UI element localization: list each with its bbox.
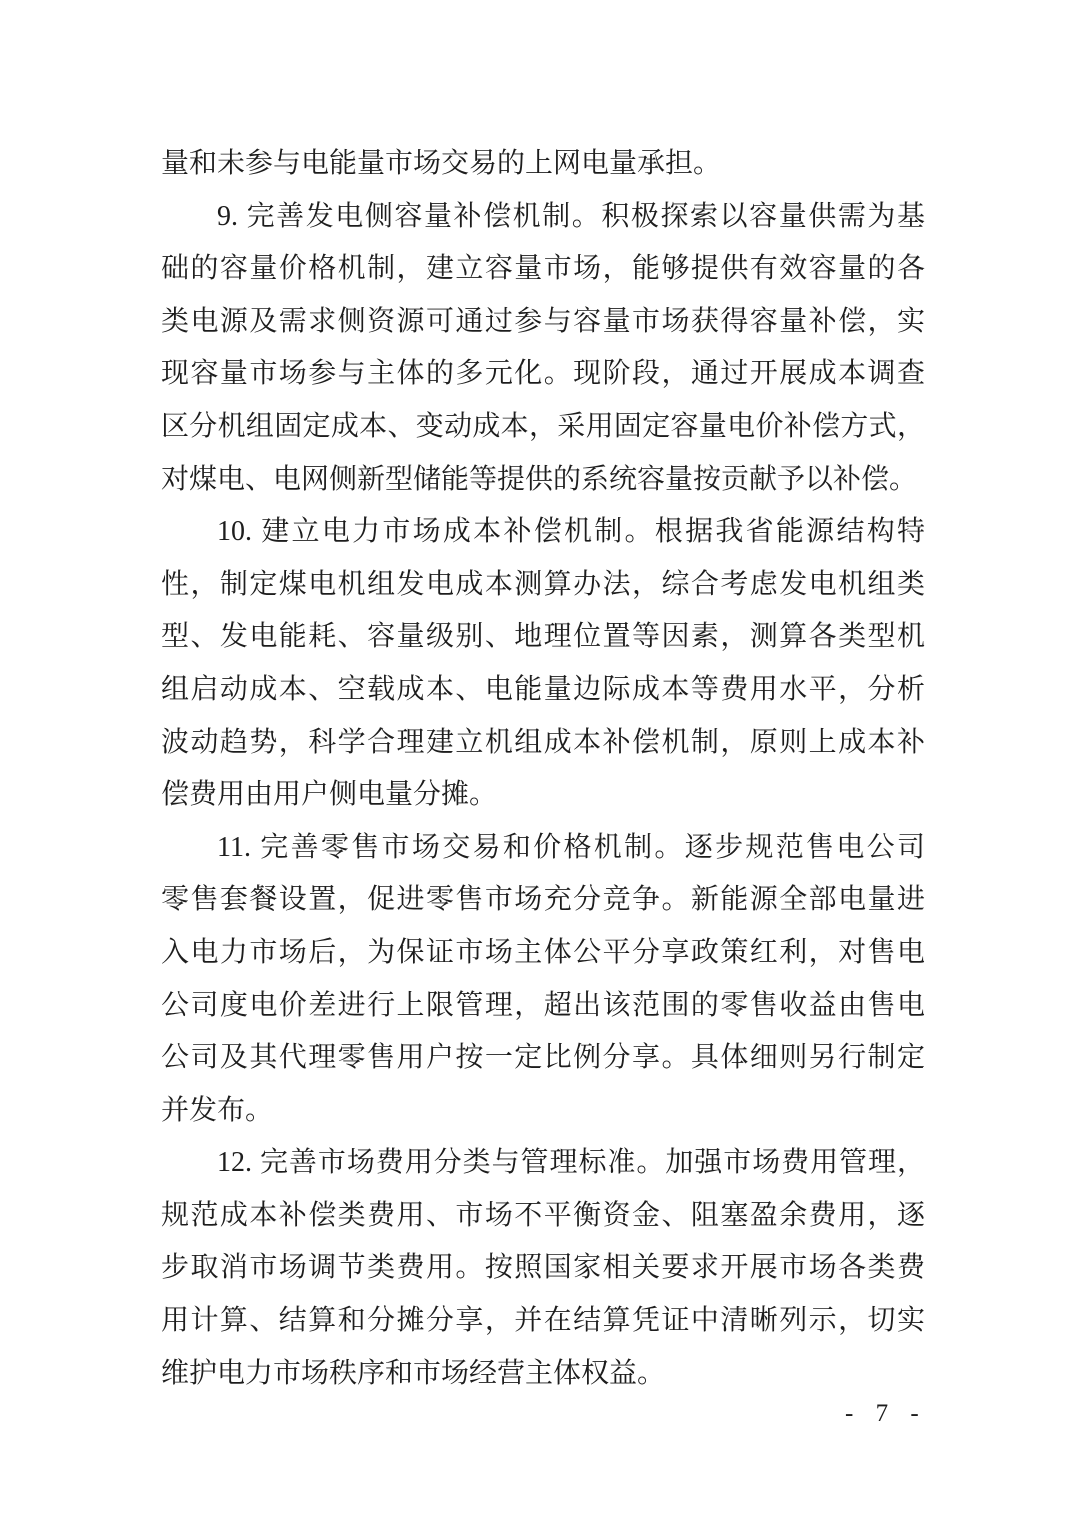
text-line: 12. 完善市场费用分类与管理标准。加强市场费用管理， — [217, 1147, 925, 1179]
text-line: 现容量市场参与主体的多元化。现阶段，通过开展成本调查 — [161, 358, 925, 390]
text-line: 偿费用由用户侧电量分摊。 — [161, 779, 498, 811]
text-line: 用计算、结算和分摊分享，并在结算凭证中清晰列示，切实 — [161, 1305, 925, 1337]
text-line: 区分机组固定成本、变动成本，采用固定容量电价补偿方式， — [161, 410, 925, 442]
document-body — [161, 138, 925, 1400]
text-line: 性，制定煤电机组发电成本测算办法，综合考虑发电机组类 — [161, 568, 925, 600]
text-line: 入电力市场后，为保证市场主体公平分享政策红利，对售电 — [161, 936, 925, 968]
text-line: 础的容量价格机制，建立容量市场，能够提供有效容量的各 — [161, 253, 925, 285]
text-line: 组启动成本、空载成本、电能量边际成本等费用水平，分析 — [161, 673, 925, 705]
text-line: 型、发电能耗、容量级别、地理位置等因素，测算各类型机 — [161, 621, 925, 653]
text-line: 波动趋势，科学合理建立机组成本补偿机制，原则上成本补 — [161, 726, 925, 758]
text-line: 对煤电、电网侧新型储能等提供的系统容量按贡献予以补偿。 — [161, 463, 918, 495]
text-line: 步取消市场调节类费用。按照国家相关要求开展市场各类费 — [161, 1252, 925, 1284]
text-line: 规范成本补偿类费用、市场不平衡资金、阻塞盈余费用，逐 — [161, 1199, 925, 1231]
text-line: 零售套餐设置，促进零售市场充分竞争。新能源全部电量进 — [161, 884, 925, 916]
text-line: 并发布。 — [161, 1094, 274, 1126]
text-line: 11. 完善零售市场交易和价格机制。逐步规范售电公司 — [217, 831, 925, 863]
text-line: 10. 建立电力市场成本补偿机制。根据我省能源结构特 — [217, 516, 925, 548]
text-line: 9. 完善发电侧容量补偿机制。积极探索以容量供需为基 — [217, 200, 925, 232]
page-number: - 7 - — [845, 1400, 923, 1427]
text-line: 公司及其代理零售用户按一定比例分享。具体细则另行制定 — [161, 1042, 925, 1074]
text-line: 量和未参与电能量市场交易的上网电量承担。 — [161, 148, 722, 179]
text-line: 公司度电价差进行上限管理，超出该范围的零售收益由售电 — [161, 989, 925, 1021]
text-line: 类电源及需求侧资源可通过参与容量市场获得容量补偿，实 — [161, 305, 925, 337]
text-line: 维护电力市场秩序和市场经营主体权益。 — [161, 1357, 666, 1389]
